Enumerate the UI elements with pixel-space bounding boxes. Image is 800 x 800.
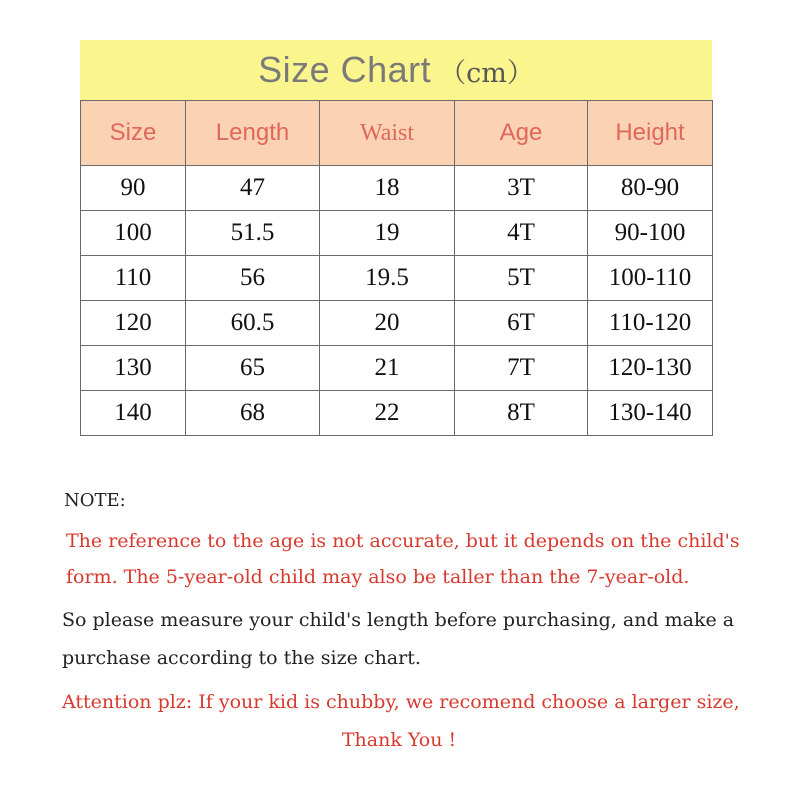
notes-section bbox=[64, 490, 784, 751]
cell-length: 68 bbox=[186, 391, 320, 436]
cell-length: 65 bbox=[186, 346, 320, 391]
cell-age: 6T bbox=[455, 301, 588, 346]
cell-size: 100 bbox=[81, 211, 186, 256]
cell-waist: 18 bbox=[320, 166, 455, 211]
table-row bbox=[81, 256, 713, 301]
cell-size: 120 bbox=[81, 301, 186, 346]
cell-waist: 20 bbox=[320, 301, 455, 346]
thank-you-note: Thank You ! bbox=[341, 729, 457, 751]
note-heading: NOTE: bbox=[64, 490, 126, 511]
cell-waist: 22 bbox=[320, 391, 455, 436]
cell-waist: 19.5 bbox=[320, 256, 455, 301]
table-row bbox=[81, 346, 713, 391]
cell-age: 3T bbox=[455, 166, 588, 211]
cell-waist: 19 bbox=[320, 211, 455, 256]
age-warning-note: The reference to the age is not accurate, but it depends on the child's form. The 5-year-old child may also be taller than the 7-year-old. bbox=[66, 530, 740, 588]
title-unit: （cm） bbox=[439, 57, 534, 89]
header-waist: Waist bbox=[320, 101, 455, 166]
measure-note: So please measure your child's length before purchasing, and make a purchase according to the size chart. bbox=[62, 609, 735, 669]
header-height: Height bbox=[588, 101, 713, 166]
cell-height: 80-90 bbox=[588, 166, 713, 211]
table-row bbox=[81, 166, 713, 211]
cell-height: 100-110 bbox=[588, 256, 713, 301]
title-banner bbox=[80, 40, 712, 100]
cell-length: 56 bbox=[186, 256, 320, 301]
table-row bbox=[81, 391, 713, 436]
table-row bbox=[81, 211, 713, 256]
page-title: Size Chart bbox=[258, 49, 432, 90]
cell-size: 130 bbox=[81, 346, 186, 391]
header-length: Length bbox=[186, 101, 320, 166]
header-age: Age bbox=[455, 101, 588, 166]
cell-age: 4T bbox=[455, 211, 588, 256]
cell-height: 90-100 bbox=[588, 211, 713, 256]
cell-height: 130-140 bbox=[588, 391, 713, 436]
cell-size: 90 bbox=[81, 166, 186, 211]
cell-length: 47 bbox=[186, 166, 320, 211]
cell-length: 51.5 bbox=[186, 211, 320, 256]
table-row bbox=[81, 301, 713, 346]
cell-size: 110 bbox=[81, 256, 186, 301]
size-chart-table bbox=[80, 100, 713, 436]
header-size: Size bbox=[81, 101, 186, 166]
cell-age: 7T bbox=[455, 346, 588, 391]
cell-size: 140 bbox=[81, 391, 186, 436]
cell-age: 8T bbox=[455, 391, 588, 436]
cell-waist: 21 bbox=[320, 346, 455, 391]
attention-note: Attention plz: If your kid is chubby, we recomend choose a larger size, bbox=[62, 691, 740, 713]
cell-length: 60.5 bbox=[186, 301, 320, 346]
cell-height: 120-130 bbox=[588, 346, 713, 391]
cell-height: 110-120 bbox=[588, 301, 713, 346]
table-header-row bbox=[81, 101, 713, 166]
cell-age: 5T bbox=[455, 256, 588, 301]
